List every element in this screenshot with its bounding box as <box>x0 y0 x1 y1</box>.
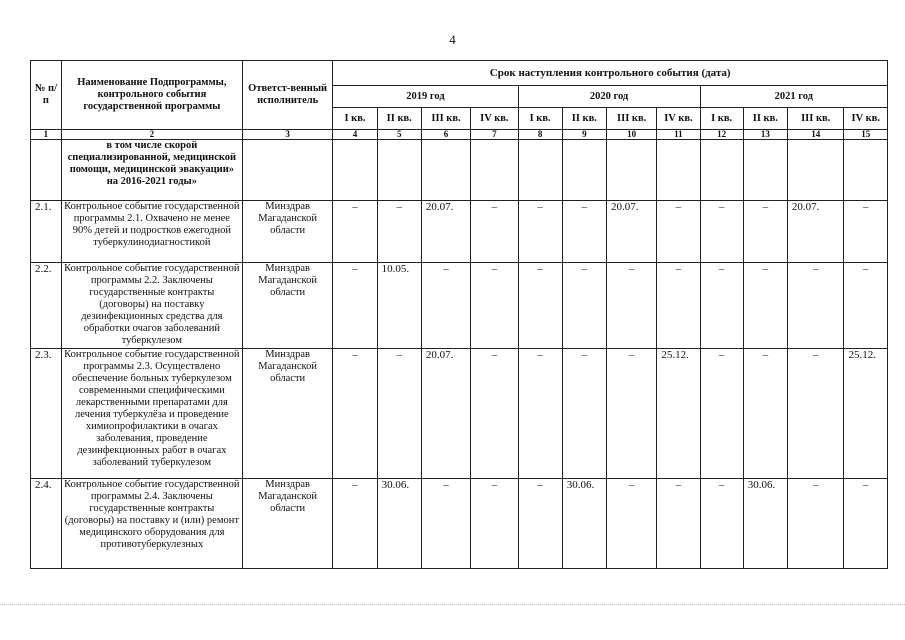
index-cell: 12 <box>700 130 743 140</box>
header-quarter: IV кв. <box>657 108 700 130</box>
quarter-cell: – <box>700 263 743 349</box>
index-cell: 9 <box>562 130 606 140</box>
quarter-cell: 20.07. <box>421 201 470 263</box>
header-quarter: IV кв. <box>471 108 518 130</box>
quarter-cell: – <box>333 201 377 263</box>
table-row <box>31 479 888 569</box>
header-quarter: I кв. <box>333 108 377 130</box>
row-number: 2.2. <box>31 263 62 349</box>
quarter-cell: – <box>333 479 377 569</box>
quarter-cell: – <box>606 263 656 349</box>
quarter-cell: – <box>787 263 844 349</box>
quarter-cell: – <box>471 201 518 263</box>
quarter-cell: 20.07. <box>787 201 844 263</box>
row-responsible: Минздрав Магаданской области <box>242 263 333 349</box>
quarter-cell: 20.07. <box>606 201 656 263</box>
header-responsible: Ответст-венный исполнитель <box>242 61 333 130</box>
quarter-cell: – <box>377 201 421 263</box>
index-cell: 11 <box>657 130 700 140</box>
quarter-cell: – <box>657 479 700 569</box>
header-name: Наименование Подпрограммы, контрольного события государственной программы <box>61 61 242 130</box>
quarter-cell: – <box>518 263 562 349</box>
quarter-cell: – <box>743 349 787 479</box>
index-cell: 2 <box>61 130 242 140</box>
quarter-cell: – <box>787 479 844 569</box>
header-period: Срок наступления контрольного события (дата) <box>333 61 888 86</box>
header-num: № п/п <box>31 61 62 130</box>
row-number: 2.3. <box>31 349 62 479</box>
quarter-cell: – <box>743 263 787 349</box>
quarter-cell: 25.12. <box>657 349 700 479</box>
header-quarter: IV кв. <box>844 108 888 130</box>
page-number: 4 <box>449 32 456 47</box>
quarter-cell: – <box>518 349 562 479</box>
index-cell: 10 <box>606 130 656 140</box>
quarter-cell: – <box>657 263 700 349</box>
quarter-cell: – <box>421 479 470 569</box>
row-event-name: Контрольное событие государственной программы 2.1. Охвачено не менее 90% детей и подростков ежегодной туберкулинодиагностикой <box>61 201 242 263</box>
quarter-cell: – <box>700 479 743 569</box>
quarter-cell: – <box>844 263 888 349</box>
row-responsible: Минздрав Магаданской области <box>242 201 333 263</box>
index-cell: 7 <box>471 130 518 140</box>
quarter-cell: – <box>562 201 606 263</box>
quarter-cell: – <box>844 479 888 569</box>
quarter-cell: 10.05. <box>377 263 421 349</box>
quarter-cell: – <box>606 479 656 569</box>
quarter-cell: – <box>471 349 518 479</box>
header-quarter: I кв. <box>518 108 562 130</box>
row-responsible: Минздрав Магаданской области <box>242 349 333 479</box>
index-cell: 6 <box>421 130 470 140</box>
quarter-cell: – <box>787 349 844 479</box>
header-quarter: II кв. <box>562 108 606 130</box>
control-events-table <box>30 60 888 569</box>
row-event-name: Контрольное событие государственной программы 2.4. Заключены государственные контракты (договоры) на поставку и (или) ремонт медицинского оборудования для противотуберкулезных <box>61 479 242 569</box>
quarter-cell: – <box>606 349 656 479</box>
quarter-cell: – <box>377 349 421 479</box>
quarter-cell: 30.06. <box>377 479 421 569</box>
header-quarter: II кв. <box>377 108 421 130</box>
quarter-cell: – <box>518 479 562 569</box>
quarter-cell: – <box>700 349 743 479</box>
quarter-cell: – <box>421 263 470 349</box>
quarter-cell: 30.06. <box>743 479 787 569</box>
row-number: 2.4. <box>31 479 62 569</box>
quarter-cell: – <box>657 201 700 263</box>
quarter-cell: – <box>471 263 518 349</box>
scan-noise-divider <box>0 604 905 605</box>
row-event-name: Контрольное событие государственной программы 2.2. Заключены государственные контракты (договоры) на поставку дезинфекционных средства для обработки очагов заболеваний туберкулезом <box>61 263 242 349</box>
quarter-cell: – <box>333 349 377 479</box>
header-quarter: I кв. <box>700 108 743 130</box>
table-row <box>31 263 888 349</box>
event-rows <box>31 201 888 569</box>
quarter-cell: 30.06. <box>562 479 606 569</box>
row-responsible: Минздрав Магаданской области <box>242 479 333 569</box>
index-cell: 14 <box>787 130 844 140</box>
quarter-cell: – <box>471 479 518 569</box>
header-quarter: II кв. <box>743 108 787 130</box>
quarter-cell: – <box>518 201 562 263</box>
quarter-cell: – <box>844 201 888 263</box>
header-quarter: III кв. <box>606 108 656 130</box>
header-quarter: III кв. <box>421 108 470 130</box>
quarter-cell: – <box>333 263 377 349</box>
row-number: 2.1. <box>31 201 62 263</box>
quarter-cell: 20.07. <box>421 349 470 479</box>
quarter-cell: – <box>562 349 606 479</box>
quarter-cell: – <box>700 201 743 263</box>
table-row <box>31 349 888 479</box>
header-year-2020: 2020 год <box>518 86 700 108</box>
index-cell: 1 <box>31 130 62 140</box>
index-cell: 3 <box>242 130 333 140</box>
header-quarter: III кв. <box>787 108 844 130</box>
row-event-name: Контрольное событие государственной программы 2.3. Осуществлено обеспечение больных туберкулезом современными специфическими лекарственными препаратами для лечения туберкулёза и проведение химиопрофилактики в очагах заболевания, проведение дезинфекционных работ в очагах заболеваний туберкулезом <box>61 349 242 479</box>
index-cell: 15 <box>844 130 888 140</box>
index-cell: 4 <box>333 130 377 140</box>
header-year-2021: 2021 год <box>700 86 887 108</box>
header-year-2019: 2019 год <box>333 86 518 108</box>
quarter-cell: 25.12. <box>844 349 888 479</box>
index-cell: 8 <box>518 130 562 140</box>
quarter-cell: – <box>743 201 787 263</box>
subprogram-title: в том числе скорой специализированной, медицинской помощи, медицинской эвакуации» на 2016-2021 годы» <box>61 140 242 201</box>
index-cell: 13 <box>743 130 787 140</box>
table-row <box>31 201 888 263</box>
index-cell: 5 <box>377 130 421 140</box>
quarter-cell: – <box>562 263 606 349</box>
